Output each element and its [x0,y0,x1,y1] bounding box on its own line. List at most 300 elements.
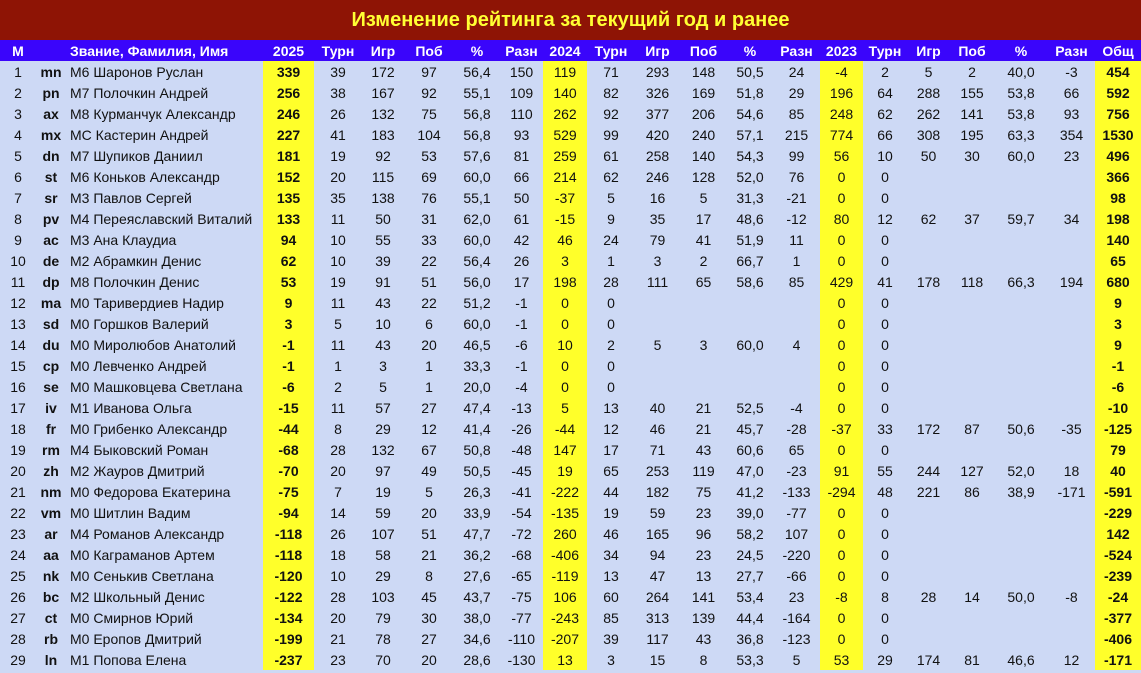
cell-wins-2023 [950,502,994,523]
cell-tournaments-2025: 26 [330,105,346,122]
cell-games-2025: 107 [371,525,395,542]
cell-player-name: М2 Абрамкин Денис [70,252,202,269]
cell-rank: 17 [10,399,26,416]
cell-tournaments-2025: 2 [334,378,342,395]
cell-percent-2025: 47,4 [463,399,491,416]
cell-diff-2024: -164 [782,609,811,626]
cell-percent-2024 [727,313,773,334]
cell-rating-2023: 0 [820,439,863,460]
cell-percent-2024: 31,3 [736,189,764,206]
cell-rank: 18 [10,420,26,437]
cell-wins-2025: 30 [421,609,437,626]
cell-games-2023 [907,397,950,418]
cell-tournaments-2023: 0 [881,357,889,374]
cell-games-2025: 29 [375,567,391,584]
header-player-name[interactable]: Звание, Фамилия, Имя [66,40,263,61]
table-row [0,334,1141,355]
header-rating-2023[interactable]: 2023 [820,40,863,61]
header-total[interactable]: Общ [1095,40,1141,61]
header-diff-2024[interactable]: Разн [773,40,820,61]
cell-diff-2025: -1 [515,294,528,311]
cell-total: 3 [1095,313,1141,334]
cell-tournaments-2023: 10 [877,147,893,164]
cell-percent-2024: 51,8 [736,84,764,101]
cell-rating-2024: 0 [543,355,587,376]
cell-games-2023 [907,523,950,544]
cell-percent-2023 [994,502,1048,523]
cell-code: ln [44,651,58,668]
table-row [0,481,1141,502]
cell-wins-2023: 81 [964,651,980,668]
cell-tournaments-2023: 0 [881,315,889,332]
cell-tournaments-2025: 10 [330,567,346,584]
cell-diff-2024: -4 [790,399,803,416]
cell-tournaments-2024: 24 [603,231,619,248]
cell-diff-2025: 110 [510,105,533,122]
cell-tournaments-2024: 3 [607,651,615,668]
cell-diff-2025: -4 [515,378,528,395]
cell-code: mn [40,63,62,80]
cell-percent-2025: 60,0 [463,315,491,332]
cell-wins-2024: 128 [691,168,716,185]
cell-code: st [44,168,58,185]
cell-percent-2024: 53,4 [736,588,764,605]
cell-rating-2024: 0 [543,376,587,397]
cell-player-name: М4 Переяславский Виталий [70,210,253,227]
cell-wins-2025: 33 [421,231,437,248]
cell-tournaments-2024: 0 [607,378,615,395]
cell-percent-2025: 47,7 [463,525,491,542]
cell-games-2023: 178 [916,273,941,290]
cell-percent-2024: 50,5 [736,63,764,80]
cell-diff-2023: -3 [1065,63,1078,80]
cell-diff-2023: 66 [1063,84,1080,101]
header-percent-2024[interactable]: % [727,40,773,61]
cell-diff-2023 [1048,502,1095,523]
cell-tournaments-2025: 20 [330,462,346,479]
cell-rating-2023: 0 [820,334,863,355]
cell-rating-2023: 0 [820,313,863,334]
cell-diff-2024: 85 [788,105,805,122]
cell-games-2025: 115 [371,168,395,185]
cell-player-name: М0 Левченко Андрей [70,357,207,374]
cell-percent-2024: 58,2 [736,525,764,542]
header-tournaments-2025[interactable]: Турн [314,40,362,61]
cell-total: -591 [1095,481,1141,502]
cell-code: rb [44,630,58,647]
table-row [0,586,1141,607]
cell-tournaments-2025: 1 [334,357,342,374]
cell-rating-2023: 0 [820,292,863,313]
cell-rating-2023: 0 [820,565,863,586]
cell-games-2025: 43 [375,336,391,353]
cell-tournaments-2023: 8 [881,588,889,605]
cell-wins-2023 [950,544,994,565]
cell-rating-2023: 0 [820,229,863,250]
cell-rating-2024: 5 [543,397,587,418]
cell-rating-2024: -37 [543,187,587,208]
cell-tournaments-2024: 34 [603,546,619,563]
cell-rating-2025: -122 [263,586,314,607]
header-percent-2025[interactable]: % [454,40,500,61]
cell-percent-2024: 58,6 [736,273,764,290]
cell-diff-2025: 26 [513,252,530,269]
cell-total: 9 [1095,334,1141,355]
cell-wins-2023 [950,166,994,187]
cell-rating-2025: 256 [263,82,314,103]
cell-tournaments-2024: 28 [603,273,619,290]
cell-diff-2024: 85 [788,273,805,290]
cell-rating-2023: -294 [820,481,863,502]
cell-diff-2025: 42 [513,231,530,248]
cell-total: 1530 [1095,124,1141,145]
cell-games-2025: 79 [375,609,391,626]
cell-games-2024: 35 [649,210,666,227]
cell-wins-2025: 22 [421,294,437,311]
cell-percent-2023 [994,607,1048,628]
cell-percent-2024: 66,7 [736,252,764,269]
cell-diff-2024: 24 [788,63,805,80]
header-games-2023[interactable]: Игр [907,40,950,61]
cell-rank: 6 [14,168,22,185]
cell-percent-2025: 55,1 [463,84,491,101]
cell-tournaments-2024: 71 [603,63,619,80]
cell-percent-2025: 28,6 [463,651,491,668]
cell-code: de [42,252,60,269]
cell-tournaments-2024: 2 [607,336,615,353]
cell-diff-2024: 29 [788,84,805,101]
header-diff-2023[interactable]: Разн [1048,40,1095,61]
cell-percent-2023: 52,0 [1007,462,1035,479]
header-rating-2024[interactable]: 2024 [543,40,587,61]
cell-games-2025: 50 [375,210,391,227]
cell-diff-2024: -220 [782,546,811,563]
cell-wins-2025: 76 [421,189,437,206]
cell-games-2023 [907,565,950,586]
cell-percent-2024: 24,5 [736,546,764,563]
cell-diff-2025: -1 [515,357,528,374]
cell-tournaments-2023: 2 [881,63,889,80]
cell-rating-2023: 0 [820,376,863,397]
cell-player-name: М1 Иванова Ольга [70,399,192,416]
cell-diff-2023 [1048,334,1095,355]
cell-code: nk [42,567,60,584]
cell-rating-2025: -94 [263,502,314,523]
header-tournaments-2023[interactable]: Турн [863,40,907,61]
cell-games-2024: 377 [645,105,670,122]
cell-code: sr [44,189,58,206]
table-row [0,271,1141,292]
cell-rank: 29 [10,651,26,668]
cell-games-2023 [907,166,950,187]
cell-total: -171 [1095,649,1141,670]
cell-rating-2023: 196 [820,82,863,103]
cell-rating-2024: 0 [543,313,587,334]
cell-percent-2024: 47,0 [736,462,764,479]
cell-wins-2023: 155 [960,84,984,101]
cell-tournaments-2025: 11 [330,294,346,311]
cell-wins-2025: 27 [421,399,437,416]
cell-games-2023: 62 [920,210,937,227]
cell-games-2024: 326 [645,84,670,101]
cell-total: -524 [1095,544,1141,565]
cell-wins-2025: 8 [425,567,433,584]
cell-rating-2025: -120 [263,565,314,586]
cell-diff-2023 [1048,313,1095,334]
cell-tournaments-2025: 19 [330,273,346,290]
cell-player-name: М7 Полочкин Андрей [70,84,209,101]
cell-percent-2024: 44,4 [736,609,764,626]
table-row [0,502,1141,523]
table-row [0,460,1141,481]
cell-tournaments-2023: 0 [881,378,889,395]
cell-rating-2024: 10 [543,334,587,355]
cell-diff-2025: 93 [513,126,530,143]
cell-total: -6 [1095,376,1141,397]
cell-rank: 22 [10,504,26,521]
table-row [0,355,1141,376]
cell-rating-2025: -1 [263,334,314,355]
cell-player-name: М6 Шаронов Руслан [70,63,204,80]
cell-diff-2025: 81 [513,147,530,164]
cell-percent-2025: 43,7 [463,588,491,605]
cell-percent-2025: 56,4 [463,252,491,269]
header-wins-2023[interactable]: Поб [950,40,994,61]
table-row [0,145,1141,166]
header-row [0,40,1141,61]
cell-percent-2023 [994,628,1048,649]
cell-rating-2024: -44 [543,418,587,439]
cell-wins-2024: 3 [699,336,708,353]
cell-games-2024: 16 [649,189,666,206]
cell-wins-2023: 86 [964,483,980,500]
cell-percent-2023: 63,3 [1007,126,1035,143]
cell-tournaments-2024: 61 [603,147,619,164]
page-title: Изменение рейтинга за текущий год и ранее [0,0,1141,40]
cell-player-name: М0 Таривердиев Надир [70,294,224,311]
cell-percent-2023: 66,3 [1007,273,1035,290]
cell-percent-2025: 33,3 [463,357,491,374]
cell-total: 592 [1095,82,1141,103]
cell-total: 9 [1095,292,1141,313]
cell-diff-2023 [1048,544,1095,565]
cell-diff-2023 [1048,628,1095,649]
cell-wins-2024: 96 [695,525,712,542]
cell-percent-2025: 46,5 [463,336,491,353]
cell-total: -406 [1095,628,1141,649]
cell-diff-2023: -171 [1057,483,1086,500]
cell-percent-2025: 36,2 [463,546,491,563]
cell-rating-2023: 0 [820,355,863,376]
cell-total: 40 [1095,460,1141,481]
cell-total: -377 [1095,607,1141,628]
cell-percent-2024: 36,8 [736,630,764,647]
cell-rating-2025: 246 [263,103,314,124]
cell-tournaments-2023: 0 [881,630,889,647]
cell-games-2025: 29 [375,420,391,437]
cell-percent-2024: 53,3 [736,651,764,668]
cell-rating-2025: -199 [263,628,314,649]
header-wins-2024[interactable]: Поб [680,40,727,61]
cell-rating-2023: -37 [820,418,863,439]
cell-games-2023 [907,355,950,376]
cell-rating-2025: -118 [263,523,314,544]
cell-wins-2025: 20 [421,504,437,521]
cell-rank: 19 [10,441,26,458]
cell-wins-2025: 20 [421,336,437,353]
cell-games-2024: 111 [646,273,669,290]
cell-games-2023: 174 [916,651,941,668]
cell-rank: 23 [10,525,26,542]
header-percent-2023[interactable]: % [994,40,1048,61]
cell-games-2024: 79 [649,231,666,248]
cell-rank: 16 [10,378,26,395]
cell-wins-2025: 31 [421,210,437,227]
cell-rating-2023: 0 [820,607,863,628]
header-tournaments-2024[interactable]: Турн [587,40,635,61]
header-rating-2025[interactable]: 2025 [263,40,314,61]
cell-games-2024: 264 [645,588,670,605]
cell-games-2024: 165 [645,525,670,542]
cell-percent-2025: 41,4 [463,420,491,437]
cell-code: du [42,336,60,353]
cell-tournaments-2023: 0 [881,525,889,542]
cell-wins-2024: 23 [695,504,712,521]
cell-diff-2025: -41 [511,483,532,500]
cell-games-2025: 167 [371,84,395,101]
cell-games-2024: 246 [645,168,670,185]
cell-percent-2023: 53,8 [1007,84,1035,101]
cell-games-2025: 43 [375,294,391,311]
cell-diff-2025: -54 [511,504,532,521]
cell-code: bc [42,588,60,605]
cell-diff-2025: -48 [511,441,532,458]
cell-rating-2025: -237 [263,649,314,670]
cell-code: aa [43,546,59,563]
header-rank[interactable]: М [0,40,36,61]
cell-wins-2025: 67 [421,441,437,458]
cell-rating-2024: -243 [543,607,587,628]
cell-wins-2023 [950,376,994,397]
cell-rating-2023: 774 [820,124,863,145]
cell-diff-2024: -123 [782,630,811,647]
cell-wins-2025: 97 [421,63,437,80]
cell-rating-2024: 46 [543,229,587,250]
cell-wins-2025: 21 [421,546,437,563]
cell-code: dn [42,147,60,164]
cell-wins-2024: 5 [699,189,708,206]
table-row [0,166,1141,187]
cell-diff-2025: 17 [513,273,530,290]
cell-wins-2025: 1 [425,357,433,374]
cell-wins-2023 [950,628,994,649]
header-games-2024[interactable]: Игр [635,40,680,61]
cell-wins-2024: 206 [691,105,716,122]
cell-code: pn [42,84,60,101]
table-row [0,229,1141,250]
cell-wins-2024: 65 [695,273,712,290]
cell-percent-2025: 51,2 [463,294,491,311]
cell-diff-2025: -110 [508,630,535,647]
cell-rating-2025: -6 [263,376,314,397]
cell-diff-2025: 66 [513,168,530,185]
cell-diff-2025: 109 [509,84,534,101]
cell-wins-2023 [950,313,994,334]
cell-wins-2024: 240 [691,126,716,143]
cell-rating-2025: -15 [263,397,314,418]
cell-tournaments-2023: 55 [877,462,893,479]
header-diff-2025[interactable]: Разн [500,40,543,61]
cell-wins-2023 [950,292,994,313]
cell-percent-2025: 33,9 [463,504,491,521]
cell-percent-2025: 27,6 [463,567,491,584]
cell-games-2024: 293 [645,63,670,80]
cell-tournaments-2024: 19 [603,504,619,521]
cell-games-2025: 91 [375,273,391,290]
cell-rating-2024: 214 [543,166,587,187]
cell-wins-2023: 14 [964,588,980,605]
table-row [0,250,1141,271]
table-row [0,607,1141,628]
cell-percent-2024: 52,0 [736,168,764,185]
cell-games-2025: 138 [371,189,395,206]
cell-total: 680 [1095,271,1141,292]
header-games-2025[interactable]: Игр [362,40,404,61]
cell-games-2025: 132 [371,441,395,458]
cell-percent-2024: 51,9 [736,231,764,248]
cell-percent-2023 [994,523,1048,544]
cell-diff-2023 [1048,250,1095,271]
cell-diff-2025: -130 [507,651,536,668]
cell-diff-2024: -66 [786,567,807,584]
header-wins-2025[interactable]: Поб [404,40,454,61]
cell-player-name: М0 Еропов Дмитрий [70,630,202,647]
table-row [0,208,1141,229]
table-row [0,82,1141,103]
cell-diff-2024: -23 [786,462,807,479]
cell-code: cp [42,357,60,374]
cell-diff-2023 [1048,376,1095,397]
cell-tournaments-2024: 82 [603,84,619,101]
cell-rating-2024: 529 [543,124,587,145]
cell-percent-2025: 56,0 [463,273,491,290]
cell-percent-2023: 50,0 [1007,588,1035,605]
cell-games-2024: 5 [653,336,662,353]
cell-total: 496 [1095,145,1141,166]
cell-rank: 24 [10,546,26,563]
cell-games-2024 [635,355,680,376]
cell-rating-2024: 3 [543,250,587,271]
cell-tournaments-2023: 12 [877,210,893,227]
header-code[interactable] [36,40,66,61]
cell-games-2025: 183 [371,126,395,143]
cell-tournaments-2024: 9 [607,210,615,227]
cell-tournaments-2025: 28 [330,441,346,458]
cell-wins-2023 [950,229,994,250]
cell-diff-2025: -6 [515,336,528,353]
cell-diff-2024: 4 [792,336,801,353]
cell-games-2025: 132 [371,105,395,122]
cell-percent-2024: 41,2 [736,483,764,500]
cell-diff-2023 [1048,229,1095,250]
cell-percent-2023 [994,250,1048,271]
cell-tournaments-2023: 0 [881,252,889,269]
cell-games-2024: 117 [646,630,669,647]
table-row [0,313,1141,334]
cell-total: 756 [1095,103,1141,124]
table-row [0,565,1141,586]
cell-wins-2023 [950,187,994,208]
